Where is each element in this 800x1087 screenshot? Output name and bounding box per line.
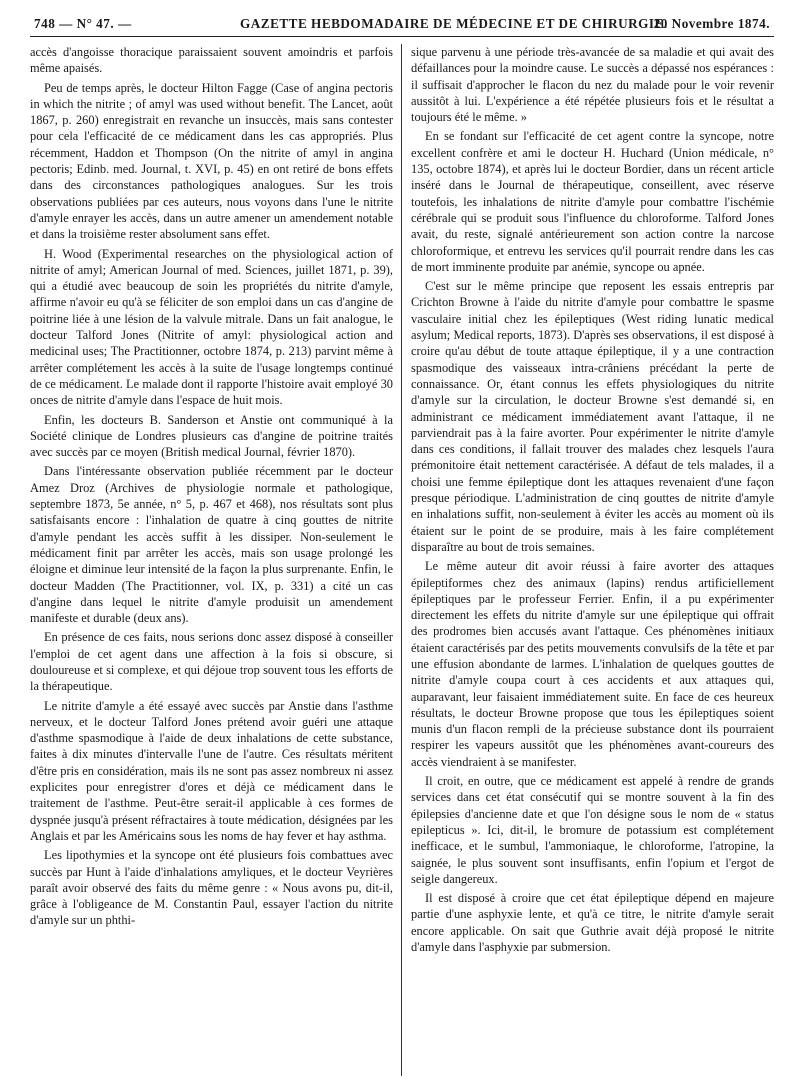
journal-title: GAZETTE HEBDOMADAIRE DE MÉDECINE ET DE CHIRURGIE.	[240, 16, 668, 31]
issue-date: 20 Novembre 1874.	[653, 16, 770, 31]
paragraph: sique parvenu à une période très-avancée de sa maladie et qui avait des défaillances pour la moindre cause. Le succès a dépassé nos espérances : il suffisait d'approcher le flacon du nez du malade pour le voir revenir aussitôt à lui. L'expérience a été répétée plusieurs fois et le résultat a toujours été le même. »	[411, 45, 774, 125]
article-columns	[30, 44, 774, 1076]
paragraph: H. Wood (Experimental researches on the physiological action of nitrite of amyl; American Journal of med. Sciences, juillet 1871, p. 39), qui a étudié avec beaucoup de soin les propriétés du nitrite d'amyle, affirme n'avoir eu qu'à se féliciter de son emploi dans un cas d'angine de poitrine liée à une lésion de la valvule mitrale. Dans un fait analogue, le docteur Talford Jones (Nitrite of amyl: physiological action and medicinal uses; The Practitionner, octobre 1874, p. 213) parvint même à arrêter complétement les accès à la suite de l'usage longtemps continué de ce médicament. Le malade dont il rapporte l'histoire avait employé 30 onces de nitrite d'amyle dans l'espace de huit mois.	[30, 246, 393, 408]
paragraph: accès d'angoisse thoracique paraissaient souvent amoindris et parfois même apaisés.	[30, 45, 393, 76]
paragraph: Peu de temps après, le docteur Hilton Fagge (Case of angina pectoris in which the nitrite ; of amyl was used without benefit. The Lancet, août 1867, p. 260) enregistrait en revanche un insuccès, mais sans contester pour cela l'efficacité de ce médicament dans les cas appropriés. Plus récemment, Haddon et Thompson (On the nitrite of amyl in angina pectoris; Edinb. med. Journal, t. XVI, p. 45) en ont retiré de bons effets dans des circonstances pathologiques analogues. Sur les trois observations publiées par ces auteurs, nous voyons dans l'une le nitrite d'amyle enrayer les accès, dans un autre amener un amendement notable et dans la troisième rester absolument sans effet.	[30, 80, 393, 242]
left-column	[30, 44, 393, 1076]
paragraph: Le nitrite d'amyle a été essayé avec succès par Anstie dans l'asthme nerveux, et le docteur Talford Jones prétend avoir guéri une attaque d'asthme spasmodique à l'aide de deux inhalations de cette substance, faites à dix minutes d'intervalle l'une de l'autre. Ces résultats méritent d'être pris en considération, mais ils ne sont pas assez nombreux ni assez explicites pour enregistrer d'ores et déjà ce médicament dans le traitement de l'asthme. Peut-être serait-il applicable à ces formes de dyspnée jusqu'à présent réfractaires à toute médication, désignées par les Anglais et par les Américains sous les noms de hay fever et hay asthma.	[30, 698, 393, 843]
paragraph: Les lipothymies et la syncope ont été plusieurs fois combattues avec succès par Hunt à l'aide d'inhalations amyliques, et le docteur Veyrières paraît avoir observé des faits du même genre : « Nous avons pu, dit-il, grâce à l'obligeance de M. Constantin Paul, essayer l'action du nitrite d'amyle sur un phthi-	[30, 848, 393, 928]
page-number: 748	[34, 16, 56, 31]
paragraph: En présence de ces faits, nous serions donc assez disposé à conseiller l'emploi de cet agent dans une affection à la fois si obscure, si douloureuse et si complexe, et qui déjoue trop souvent tous les efforts de la thérapeutique.	[30, 630, 393, 694]
paragraph: C'est sur le même principe que reposent les essais entrepris par Crichton Browne à l'aide du nitrite d'amyle pour combattre le spasme vasculaire initial chez les épileptiques (West riding lunatic medical asylum; Medical reports, 1873). D'après ses observations, il est disposé à croire qu'au début de toute attaque épileptique, il y a une contraction spasmodique des vaisseaux intra-crâniens précédant la perte de connaissance. Or, étant connus les effets physiologiques du nitrite d'amyle sur la circulation, le docteur Browne s'est demandé si, en administrant ce médicament immédiatement avant l'attaque, il ne parviendrait pas à la faire avorter. Pour expérimenter le nitrite d'amyle dans ces conditions, il fallait trouver des malades chez lesquels l'aura prémonitoire était nettement caractérisée. A défaut de tels malades, il a choisi une femme épileptique dont les attaques revenaient d'une façon presque périodique. L'administration de cinq gouttes de nitrite d'amyle en inhalations suffit, non-seulement à éviter les accès au moment où ils étaient sur le point de se produire, mais à les faire complétement disparaître au bout de trois semaines.	[411, 279, 774, 554]
paragraph: En se fondant sur l'efficacité de cet agent contre la syncope, notre excellent confrère et ami le docteur H. Huchard (Union médicale, n° 135, octobre 1874), et après lui le docteur Bordier, dans un récent article inséré dans le Journal de thérapeutique, conseillent, avec réserve toutefois, les inhalations de nitrite d'amyle pour combattre l'ischémie cérébrale qui se produit sous l'influence du chloroforme. Talford Jones avait, du reste, signalé antérieurement son action contre la narcose chloroformique, et entrevu les services qu'il pourrait rendre dans les cas de mort imminente produite par anémie, syncope ou apnée.	[411, 129, 774, 274]
paragraph: Il croit, en outre, que ce médicament est appelé à rendre de grands services dans cet état consécutif qui se montre souvent à la fin des épilepsies d'ancienne date et que l'on désigne sous le nom de « status epilepticus ». Ici, dit-il, le bromure de potassium est complétement inefficace, et le sumbul, l'ammoniaque, le chloroforme, l'atropine, la saignée, le plus souvent sont insuffisants, enfin l'opium et l'ergot de seigle dangereux.	[411, 774, 774, 886]
paragraph: Il est disposé à croire que cet état épileptique dépend en majeure partie d'une asphyxie lente, et qu'à ce titre, le nitrite d'amyle serait encore applicable. On sait que Guthrie avait déjà proposé le nitrite d'amyle dans l'asphyxie par submersion.	[411, 891, 774, 955]
page-header	[30, 14, 774, 37]
newspaper-page	[30, 14, 774, 1076]
right-column	[411, 44, 774, 1076]
issue-number: — N° 47. —	[59, 16, 132, 31]
page-number-issue	[34, 16, 132, 32]
paragraph: Enfin, les docteurs B. Sanderson et Anstie ont communiqué à la Société clinique de Londres plusieurs cas d'angine de poitrine traités avec succès par ce moyen (British medical Journal, février 1870).	[30, 412, 393, 460]
column-divider	[401, 44, 402, 1076]
paragraph: Le même auteur dit avoir réussi à faire avorter des attaques épileptiformes chez des animaux (lapins) rendus artificiellement épileptiques par le professeur Ferrier. Enfin, il a pu expérimenter directement les effets du nitrite d'amyle sur une épileptique qui offrait des prodromes bien accusés avant l'attaque. Ces phénomènes initiaux étaient caractérisés par des petits mouvements convulsifs de la tête et par une effusion abondante de larmes. L'inhalation de quelques gouttes de nitrite d'amyle coupa court à ces accidents et aux attaques qui, auparavant, leur faisaient immédiatement suite. En face de ces heureux résultats, le docteur Browne propose que tous les épileptiques soient munis d'un flacon rempli de la précieuse substance dont ils pourraient respirer les vapeurs aussitôt que les phénomènes avant-coureurs des accès viendraient à se manifester.	[411, 559, 774, 769]
paragraph: Dans l'intéressante observation publiée récemment par le docteur Amez Droz (Archives de physiologie normale et pathologique, septembre 1873, 5e année, n° 5, p. 467 et 468), nos résultats sont plus satisfaisants encore : l'inhalation de quatre à cinq gouttes de nitrite d'amyle pendant les accès suffit à les dissiper. Non-seulement le médicament finit par arrêter les accès, mais son usage prolongé les éloigne et diminue leur intensité de la façon la plus surprenante. Enfin, le docteur Madden (The Practitionner, vol. IX, p. 331) a cité un cas d'angine dans lequel le nitrite d'amyle produisit un amendement manifeste et durable (deux ans).	[30, 464, 393, 626]
